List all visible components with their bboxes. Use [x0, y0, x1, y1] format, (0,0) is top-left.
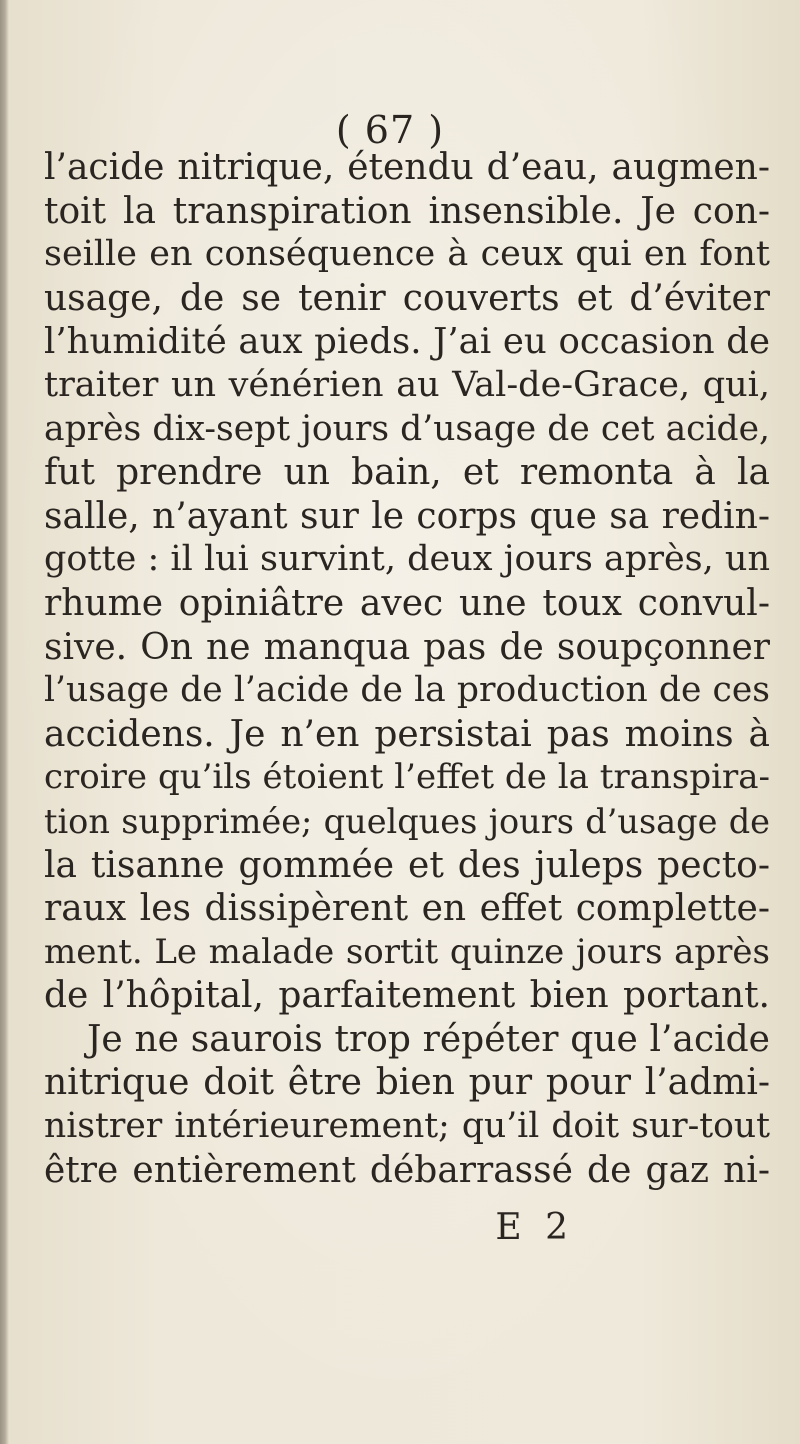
- text-line: de l’hôpital, parfaitement bien portant.: [44, 975, 770, 1017]
- text-line: rhume opiniâtre avec une toux convul-: [44, 582, 770, 624]
- text-line: l’usage de l’acide de la production de ces: [44, 670, 770, 711]
- text-line: après dix-sept jours d’usage de cet acide,: [44, 408, 770, 449]
- text-line: raux les dissipèrent en effet complette-: [44, 888, 770, 930]
- text-line: traiter un vénérien au Val-de-Grace, qui,: [44, 364, 770, 405]
- text-line: usage, de se tenir couverts et d’éviter: [44, 277, 770, 319]
- text-line: l’acide nitrique, étendu d’eau, augmen-: [44, 147, 770, 188]
- text-line: l’humidité aux pieds. J’ai eu occasion de: [44, 321, 770, 363]
- text-line: nistrer intérieurement; qu’il doit sur-tout: [44, 1106, 770, 1147]
- body-text: [44, 146, 770, 1192]
- text-line: salle, n’ayant sur le corps que sa redin-: [44, 495, 770, 537]
- text-line: croire qu’ils étoient l’effet de la transpira-: [44, 757, 770, 798]
- text-line: seille en conséquence à ceux qui en font: [44, 234, 770, 275]
- text-line: accidens. Je n’en persistai pas moins à: [44, 713, 770, 755]
- text-line: fut prendre un bain, et remonta à la: [44, 452, 770, 494]
- page-number: ( 67 ): [335, 108, 445, 152]
- text-line: ment. Le malade sortit quinze jours après: [44, 931, 770, 972]
- text-line: sive. On ne manqua pas de soupçonner: [44, 626, 770, 668]
- text-line: toit la transpiration insensible. Je con-: [44, 190, 770, 232]
- text-line: tion supprimée; quelques jours d’usage de: [44, 801, 770, 841]
- text-line: gotte : il lui survint, deux jours après, un: [44, 539, 770, 580]
- text-line: nitrique doit être bien pur pour l’admi-: [44, 1062, 770, 1104]
- signature-mark: E 2: [495, 1207, 574, 1248]
- text-line: Je ne saurois trop répéter que l’acide: [87, 1018, 770, 1060]
- text-line: être entièrement débarrassé de gaz ni-: [44, 1149, 770, 1191]
- text-line: la tisanne gommée et des juleps pecto-: [44, 844, 770, 886]
